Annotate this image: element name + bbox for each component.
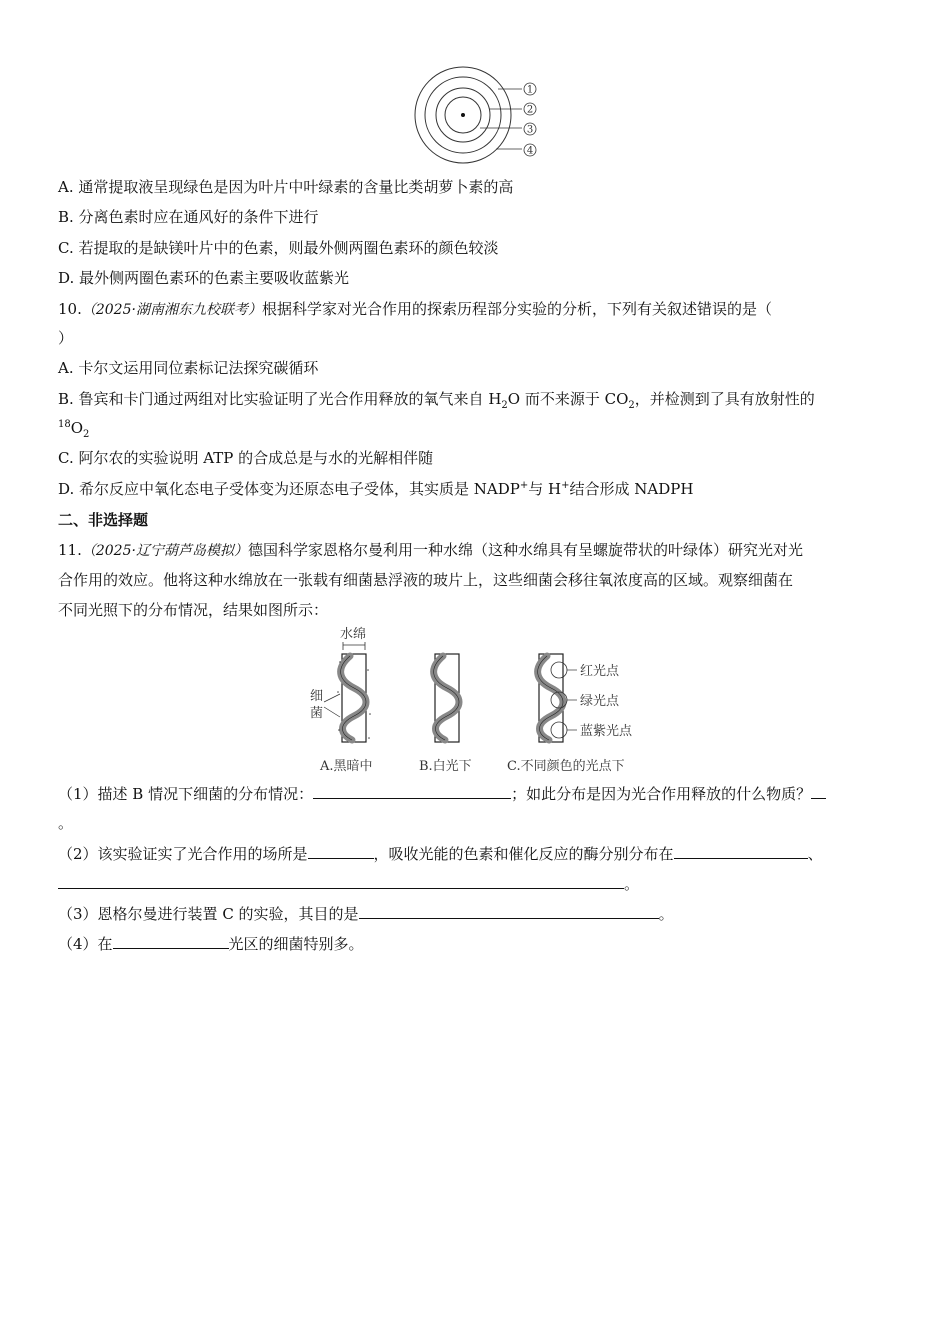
answer-blank-4[interactable]	[113, 933, 229, 949]
answer-blank-2b[interactable]	[674, 843, 808, 859]
q11-sub1: （1）描述 B 情况下细菌的分布情况： ；如此分布是因为光合作用释放的什么物质？	[58, 783, 826, 804]
answer-blank-1a[interactable]	[313, 783, 511, 799]
caption-c: C.不同颜色的光点下	[507, 759, 625, 774]
q10-stem	[58, 299, 772, 320]
cell-colored-spots	[538, 654, 577, 742]
spot-red	[551, 662, 567, 678]
q9-option-c: C. 若提取的是缺镁叶片中的色素，则最外侧两圈色素环的颜色较淡	[58, 239, 499, 257]
q10-option-a: A. 卡尔文运用同位素标记法探究碳循环	[58, 359, 319, 377]
q9-option-b: B. 分离色素时应在通风好的条件下进行	[58, 208, 319, 226]
cell-dark	[337, 654, 371, 742]
q10-option-d: D. 希尔反应中氧化态电子受体变为还原态电子受体，其实质是 NADP+与 H+结合形成 NADPH	[58, 480, 694, 498]
label-xijun-2: 菌	[310, 706, 324, 721]
spot-green-label: 绿光点	[580, 694, 620, 709]
q11-sub2: （2）该实验证实了光合作用的场所是 ，吸收光能的色素和催化反应的酶分别分布在 、	[58, 845, 823, 863]
q9-option-d: D. 最外侧两圈色素环的色素主要吸收蓝紫光	[58, 269, 350, 287]
q11-stem-line-2: 合作用的效应。他将这种水绵放在一张载有细菌悬浮液的玻片上，这些细菌会移往氧浓度高的区域。观察细菌在	[58, 571, 794, 589]
q10-option-b: B. 鲁宾和卡门通过两组对比实验证明了光合作用释放的氧气来自 $H_2O$ 而不来源于 $CO_2$，并检测到了具有放射性的	[58, 390, 815, 411]
label-xijun-1: 细	[310, 689, 324, 704]
spirogyra-figure	[300, 622, 660, 777]
ring-label-4: 4	[526, 145, 534, 157]
answer-blank-3[interactable]	[359, 903, 659, 919]
q10-option-c: C. 阿尔农的实验说明 ATP 的合成总是与水的光解相伴随	[58, 449, 434, 467]
q11-stem-line-3: 不同光照下的分布情况，结果如图所示：	[58, 601, 329, 619]
pigment-ring-figure	[410, 62, 550, 174]
q9-option-a: A. 通常提取液呈现绿色是因为叶片中叶绿素的含量比类胡萝卜素的高	[58, 178, 514, 196]
q11-sub2-cont: 。	[58, 873, 639, 894]
answer-blank-2c[interactable]	[58, 873, 624, 889]
section-title: 二、非选择题	[58, 511, 149, 529]
q10-number: 10.	[58, 300, 82, 318]
ring-label-2: 2	[526, 104, 534, 116]
answer-blank-1b[interactable]	[811, 783, 826, 799]
q11-sub4: （4）在 光区的细菌特别多。	[58, 935, 364, 953]
q10-stem-text: 根据科学家对光合作用的探索历程部分实验的分析，下列有关叙述错误的是（	[261, 300, 772, 318]
q11-source: （2025·辽宁葫芦岛模拟）	[81, 543, 248, 559]
spot-blue-label: 蓝紫光点	[580, 724, 633, 739]
answer-blank-2a[interactable]	[308, 843, 374, 859]
label-shuimian: 水绵	[340, 627, 367, 642]
ring-label-1: 1	[526, 84, 534, 96]
ring-label-3: 3	[526, 124, 534, 136]
cell-white-light	[434, 654, 459, 742]
center-dot	[461, 113, 465, 117]
caption-a: A.黑暗中	[320, 759, 373, 774]
q11-sub1-end: 。	[58, 814, 74, 832]
spot-red-label: 红光点	[580, 664, 620, 679]
q11-sub3: （3）恩格尔曼进行装置 C 的实验，其目的是 。	[58, 905, 674, 923]
caption-b: B.白光下	[419, 759, 472, 774]
spot-blue	[551, 722, 567, 738]
q11-stem-line-1: 11.（2025·辽宁葫芦岛模拟）德国科学家恩格尔曼利用一种水绵（这种水绵具有呈螺旋带状的叶绿体）研究光对光	[58, 541, 803, 559]
q10-option-b-cont: $^{18}O_2$	[58, 419, 90, 440]
q10-source: （2025·湖南湘东九校联考）	[81, 302, 262, 318]
q10-paren-close: ）	[58, 329, 74, 347]
q11-number: 11.	[58, 541, 82, 559]
